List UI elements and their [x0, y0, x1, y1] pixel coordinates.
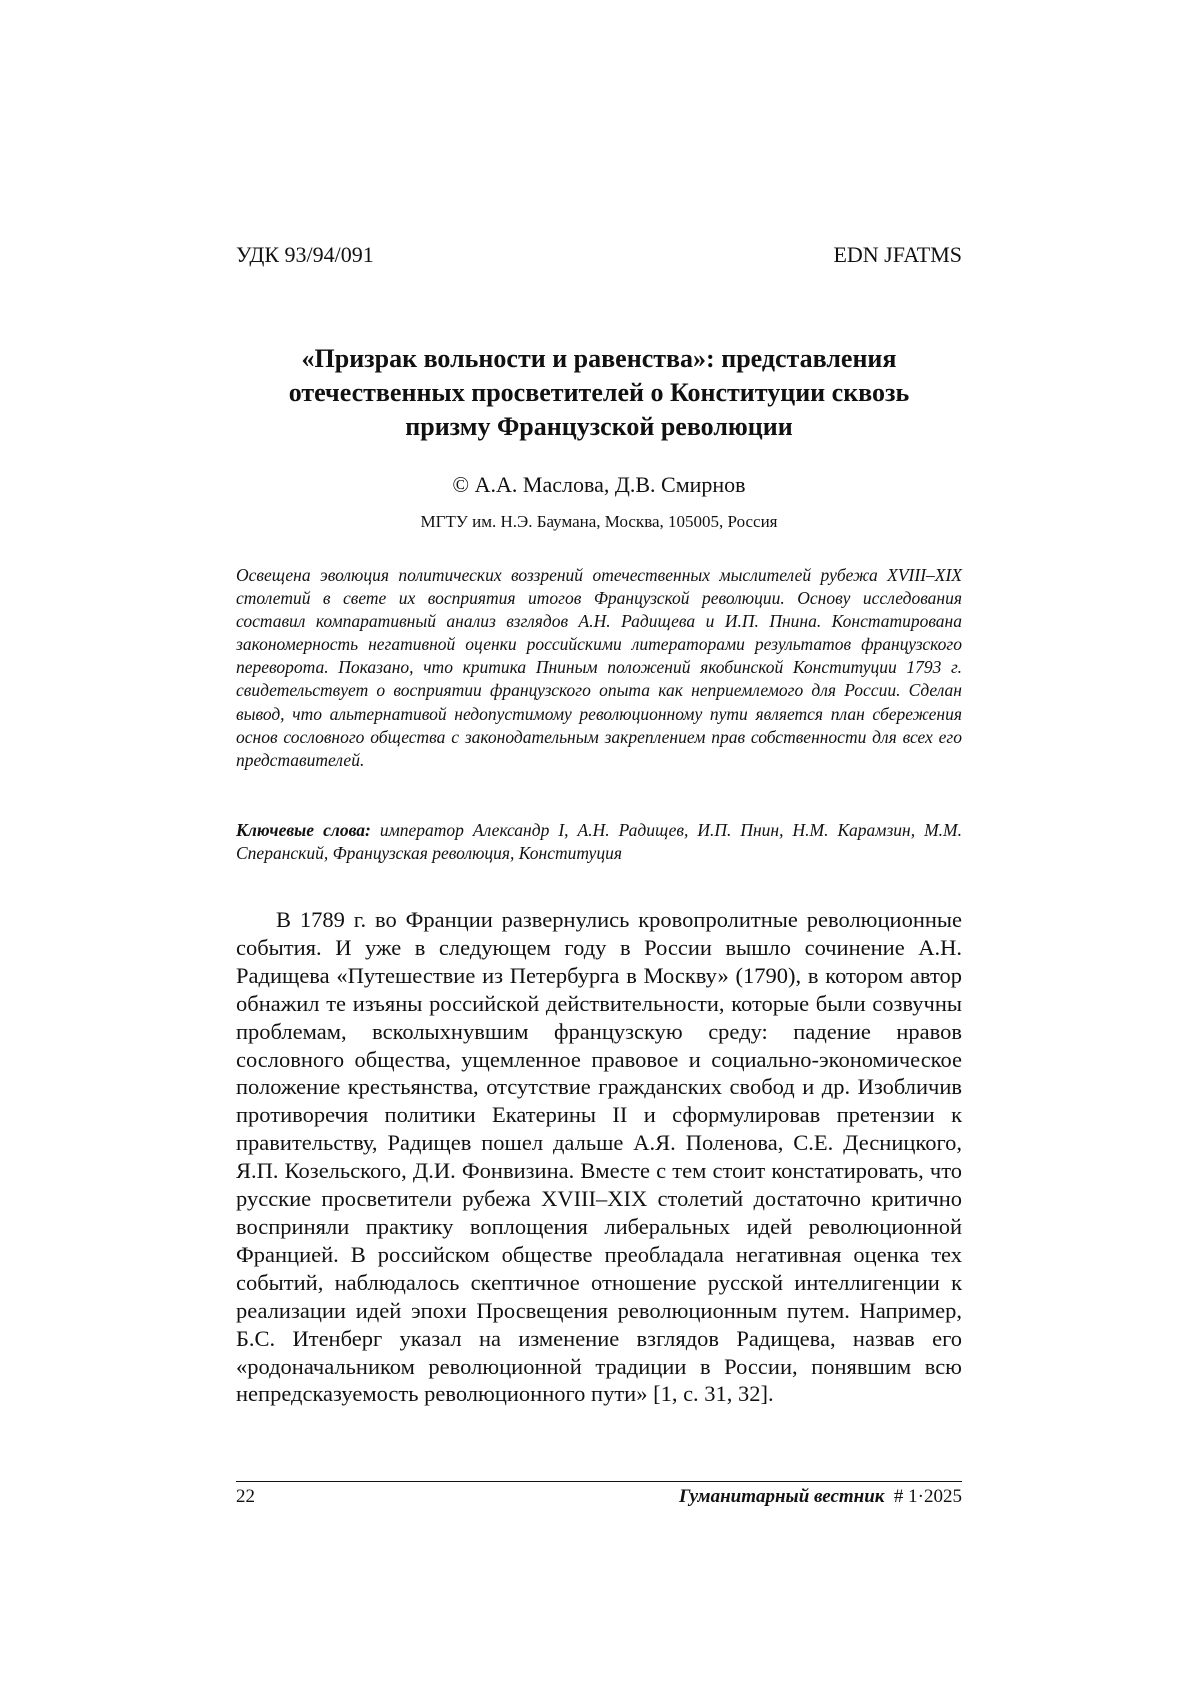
article-title	[236, 342, 962, 444]
authors: © А.А. Маслова, Д.В. Смирнов	[452, 472, 746, 497]
body-paragraph: В 1789 г. во Франции развернулись кровопролитные революционные события. И уже в следующем году в России вышло сочинение А.Н. Радищева «Путешествие из Петербурга в Москву» (1790), в котором автор обнажил те изъяны российской действительности, которые были созвучны проблемам, всколыхнувшим французскую среду: падение нравов сословного общества, ущемленное правовое и социально-экономическое положение крестьянства, отсутствие гражданских свобод и др. Изобличив противоречия политики Екатерины II и сформулировав претензии к правительству, Радищев пошел дальше А.Я. Поленова, С.Е. Десницкого, Я.П. Козельского, Д.И. Фонвизина. Вместе с тем стоит констатировать, что русские просветители рубежа XVIII–XIX столетий достаточно критично восприняли практику воплощения либеральных идей революционной Францией. В российском обществе преобладала негативная оценка тех событий, наблюдалось скептичное отношение русской интеллигенции к реализации идей эпохи Просвещения революционным путем. Например, Б.С. Итенберг указал на изменение взглядов Радищева, назвав его «родоначальником революционной традиции в России, понявшим всю непредсказуемость революционного пути» [1, с. 31, 32].	[236, 907, 962, 1407]
issue-number: # 1·2025	[893, 1486, 962, 1507]
header-row	[236, 241, 962, 269]
page-number: 22	[236, 1486, 255, 1507]
keywords	[236, 819, 962, 865]
journal-info	[679, 1484, 962, 1510]
title-line-1: «Призрак вольности и равенства»: представления	[301, 344, 897, 373]
keywords-label: Ключевые слова:	[236, 820, 371, 840]
abstract: Освещена эволюция политических воззрений отечественных мыслителей рубежа XVIII–XIX столетий в свете их восприятия итогов Французской революции. Основу исследования составил компаративный анализ взглядов А.Н. Радищева и И.П. Пнина. Констатирована закономерность негативной оценки российскими литераторами результатов французского переворота. Показано, что критика Пниным положений якобинской Конституции 1793 г. свидетельствует о восприятии французского опыта как неприемлемого для России. Сделан вывод, что альтернативой недопустимому революционному пути является план сбережения основ сословного общества с законодательным закреплением прав собственности для всех его представителей.	[236, 565, 962, 770]
footer-divider	[236, 1481, 962, 1482]
page-footer	[236, 1484, 962, 1510]
affiliation: МГТУ им. Н.Э. Баумана, Москва, 105005, Россия	[420, 512, 778, 531]
keywords-text: император Александр I, А.Н. Радищев, И.П. Пнин, Н.М. Карамзин, М.М. Сперанский, Французская революция, Конституция	[236, 820, 963, 864]
udc-code: УДК 93/94/091	[236, 242, 374, 267]
title-line-2: отечественных просветителей о Конституции сквозь	[288, 378, 910, 407]
journal-name: Гуманитарный вестник	[678, 1486, 885, 1507]
edn-code: EDN JFATMS	[833, 242, 962, 267]
title-line-3: призму Французской революции	[405, 412, 793, 441]
